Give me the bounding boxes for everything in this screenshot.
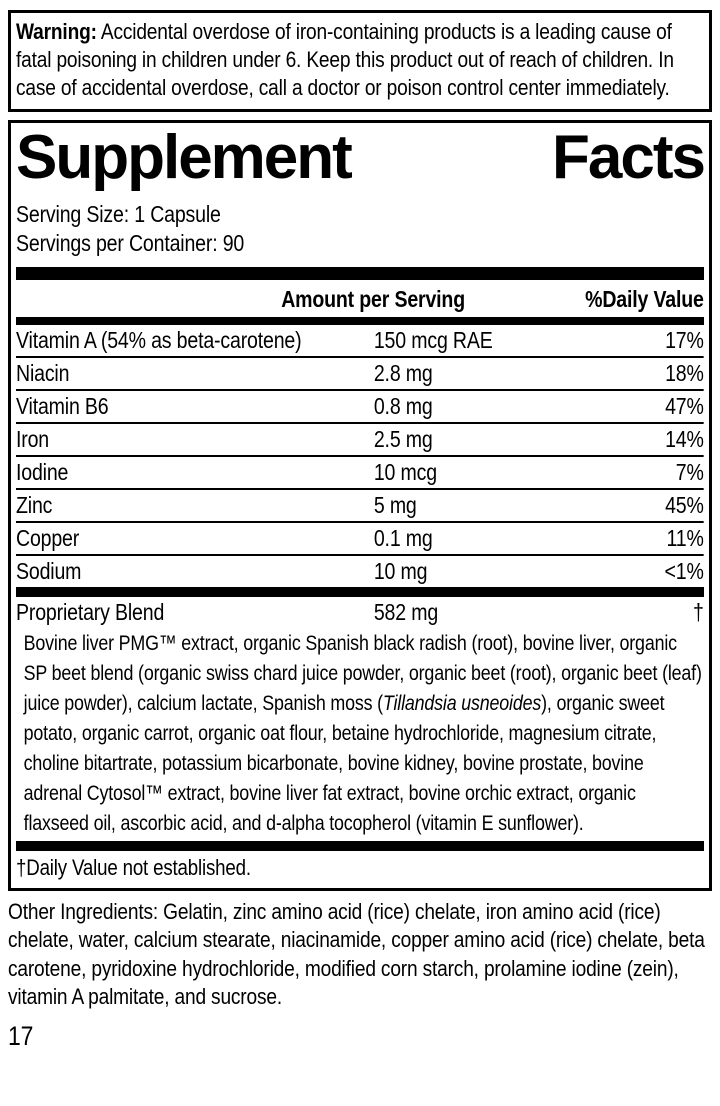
nutrient-amount: 582 mg <box>373 598 439 625</box>
nutrient-name: Iron <box>16 425 50 452</box>
amount-per-serving-header: Amount per Serving <box>281 285 465 312</box>
table-row-sodium <box>16 556 704 587</box>
warning-box <box>8 10 712 112</box>
nutrient-name: Vitamin A (54% as beta-carotene) <box>16 326 302 353</box>
table-row-proprietary-blend <box>16 597 704 628</box>
blend-text-1: Bovine liver PMG™ extract, organic Spanish black radish (root), bovine liver, organic SP beet blend (organic swiss chard juice powder, organic beet (root), organic beet (leaf) juice powder), calcium lactate, Spanish moss ( <box>23 631 702 715</box>
nutrient-dv: 45% <box>665 491 704 518</box>
nutrient-name: Vitamin B6 <box>16 392 109 419</box>
nutrient-name: Copper <box>16 524 80 551</box>
nutrient-amount: 150 mcg RAE <box>373 326 493 353</box>
nutrient-amount: 10 mcg <box>373 458 437 485</box>
servings-per-container: Servings per Container: 90 <box>16 229 245 256</box>
table-row-zinc <box>16 490 704 523</box>
warning-text: Accidental overdose of iron-containing products is a leading cause of fatal poisoning in children under 6. Keep this product out of reach of children. In case of accidental overdose, call a doctor or poison control center immediately. <box>16 19 674 100</box>
blend-text-2: ), organic sweet potato, organic carrot, organic oat flour, betaine hydrochloride, magnesium citrate, choline bitartrate, potassium bicarbonate, bovine kidney, bovine prostate, bovine adrenal Cytosol™ extract, bovine liver fat extract, bovine orchic extract, organic flaxseed oil, ascorbic acid, and d-alpha tocopherol (vitamin E sunflower). <box>23 691 665 835</box>
serving-size: Serving Size: 1 Capsule <box>16 200 221 227</box>
blend-latin-name: Tillandsia usneoides <box>382 691 542 715</box>
warning-paragraph <box>16 18 704 102</box>
header-spacer <box>16 286 281 312</box>
page-number: 17 <box>8 1020 34 1051</box>
supplement-facts-panel <box>8 120 712 891</box>
panel-title: Supplement Facts <box>16 123 704 192</box>
nutrient-amount: 0.8 mg <box>373 392 433 419</box>
table-row-copper <box>16 523 704 556</box>
separator-bar-thick <box>16 587 704 597</box>
daily-value-header: %Daily Value <box>585 285 704 312</box>
nutrient-dv-dagger: † <box>693 598 704 625</box>
nutrient-dv: 17% <box>665 326 704 353</box>
nutrient-dv: 18% <box>665 359 704 386</box>
blend-description <box>16 628 704 841</box>
separator-bar-thick <box>16 267 704 280</box>
other-ingredients-paragraph: Other Ingredients: Gelatin, zinc amino acid (rice) chelate, iron amino acid (rice) chelate, water, calcium stearate, niacinamide, copper amino acid (rice) chelate, beta carotene, pyridoxine hydrochloride, modified corn starch, prolamine iodine (zein), vitamin A palmitate, and sucrose. <box>8 898 705 1010</box>
nutrient-amount: 2.8 mg <box>373 359 433 386</box>
nutrient-name: Niacin <box>16 359 70 386</box>
nutrient-amount: 5 mg <box>373 491 417 518</box>
table-row-iodine <box>16 457 704 490</box>
nutrient-name: Zinc <box>16 491 53 518</box>
nutrient-name: Sodium <box>16 557 82 584</box>
warning-label: Warning: <box>16 19 97 44</box>
table-row-niacin <box>16 358 704 391</box>
nutrient-dv: 47% <box>665 392 704 419</box>
nutrient-amount: 0.1 mg <box>373 524 433 551</box>
daily-value-footnote: †Daily Value not established. <box>16 854 251 880</box>
table-row-vitamin-a <box>16 325 704 358</box>
separator-bar-medium <box>16 317 704 325</box>
table-row-iron <box>16 424 704 457</box>
nutrient-name: Proprietary Blend <box>16 598 165 625</box>
table-row-vitamin-b6 <box>16 391 704 424</box>
nutrient-dv: 7% <box>675 458 704 485</box>
separator-bar-thick <box>16 841 704 851</box>
nutrient-amount: 2.5 mg <box>373 425 433 452</box>
nutrient-dv: 11% <box>666 524 704 551</box>
nutrient-dv: <1% <box>664 557 704 584</box>
nutrient-dv: 14% <box>665 425 704 452</box>
nutrient-name: Iodine <box>16 458 69 485</box>
table-header-row <box>16 280 704 317</box>
nutrient-amount: 10 mg <box>373 557 428 584</box>
